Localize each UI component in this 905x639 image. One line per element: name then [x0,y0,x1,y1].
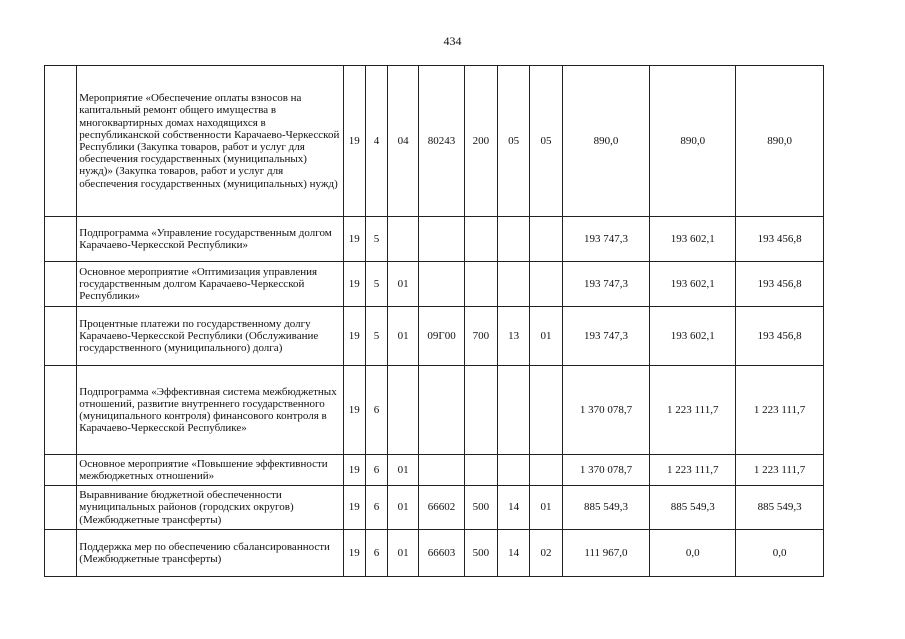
row-code-6: 13 [498,307,530,366]
row-code-3 [388,217,419,262]
row-code-4: 66603 [419,530,464,577]
table-row [45,307,824,366]
row-name-cell: Поддержка мер по обеспечению сбалансированности (Межбюджетные трансферты) [77,530,343,577]
row-code-5 [464,217,497,262]
row-name-cell: Выравнивание бюджетной обеспеченности муниципальных районов (городских округов) (Межбюджетные трансферты) [77,486,343,530]
row-code-4 [419,262,464,307]
row-value-2: 0,0 [650,530,736,577]
row-value-1: 111 967,0 [562,530,650,577]
row-code-3: 01 [388,455,419,486]
table-row [45,262,824,307]
row-value-1: 1 370 078,7 [562,455,650,486]
row-name-cell: Процентные платежи по государственному долгу Карачаево-Черкесской Республики (Обслуживание государственного (муниципального) долга) [77,307,343,366]
row-value-3: 1 223 111,7 [736,366,824,455]
row-name-cell: Подпрограмма «Эффективная система межбюджетных отношений, развитие внутреннего государственного (муниципального контроля) финансового контроля в Карачаево-Черкесской Республике» [77,366,343,455]
row-name-cell: Основное мероприятие «Повышение эффективности межбюджетных отношений» [77,455,343,486]
row-value-1: 890,0 [562,66,650,217]
row-code-1: 19 [343,217,365,262]
table-row [45,366,824,455]
row-index-cell [45,217,77,262]
table-row [45,455,824,486]
row-code-6 [498,262,530,307]
row-code-4 [419,366,464,455]
row-code-5 [464,455,497,486]
row-name-cell: Основное мероприятие «Оптимизация управления государственным долгом Карачаево-Черкесской Республики» [77,262,343,307]
row-value-3: 193 456,8 [736,307,824,366]
row-value-1: 1 370 078,7 [562,366,650,455]
row-index-cell [45,455,77,486]
row-code-2: 4 [365,66,387,217]
table-row [45,66,824,217]
row-code-1: 19 [343,262,365,307]
budget-table [44,65,824,577]
row-value-1: 193 747,3 [562,217,650,262]
row-code-6: 14 [498,486,530,530]
row-index-cell [45,66,77,217]
row-code-2: 5 [365,307,387,366]
row-code-5: 700 [464,307,497,366]
row-code-5 [464,262,497,307]
row-code-5 [464,366,497,455]
row-index-cell [45,366,77,455]
row-code-1: 19 [343,530,365,577]
row-code-7: 01 [530,307,562,366]
row-value-3: 1 223 111,7 [736,455,824,486]
row-code-7 [530,366,562,455]
row-code-2: 6 [365,455,387,486]
table-row [45,486,824,530]
row-value-2: 1 223 111,7 [650,366,736,455]
row-code-4: 66602 [419,486,464,530]
row-value-3: 193 456,8 [736,217,824,262]
row-code-1: 19 [343,307,365,366]
row-code-3: 01 [388,486,419,530]
row-code-2: 6 [365,486,387,530]
row-code-3: 01 [388,307,419,366]
row-code-6 [498,217,530,262]
row-code-4 [419,455,464,486]
row-code-6 [498,366,530,455]
row-value-1: 193 747,3 [562,262,650,307]
row-code-6 [498,455,530,486]
row-code-7 [530,217,562,262]
row-name-cell: Подпрограмма «Управление государственным долгом Карачаево-Черкесской Республики» [77,217,343,262]
row-code-4 [419,217,464,262]
page-number: 434 [443,34,462,48]
row-code-5: 500 [464,486,497,530]
row-value-3: 890,0 [736,66,824,217]
row-value-3: 193 456,8 [736,262,824,307]
row-code-2: 6 [365,530,387,577]
row-code-1: 19 [343,486,365,530]
row-code-1: 19 [343,366,365,455]
table-row [45,217,824,262]
row-value-2: 885 549,3 [650,486,736,530]
row-code-2: 5 [365,217,387,262]
row-code-1: 19 [343,455,365,486]
row-value-3: 0,0 [736,530,824,577]
row-value-2: 193 602,1 [650,217,736,262]
row-code-7: 02 [530,530,562,577]
row-code-7: 01 [530,486,562,530]
row-code-6: 05 [498,66,530,217]
row-code-3 [388,366,419,455]
row-code-2: 5 [365,262,387,307]
row-code-7: 05 [530,66,562,217]
row-code-2: 6 [365,366,387,455]
row-code-5: 200 [464,66,497,217]
row-code-3: 01 [388,530,419,577]
row-value-1: 193 747,3 [562,307,650,366]
row-code-5: 500 [464,530,497,577]
row-code-3: 04 [388,66,419,217]
row-value-2: 193 602,1 [650,262,736,307]
row-code-6: 14 [498,530,530,577]
row-value-2: 890,0 [650,66,736,217]
row-index-cell [45,530,77,577]
row-code-3: 01 [388,262,419,307]
row-code-7 [530,262,562,307]
row-code-4: 09Г00 [419,307,464,366]
row-index-cell [45,262,77,307]
row-value-3: 885 549,3 [736,486,824,530]
row-name-cell: Мероприятие «Обеспечение оплаты взносов на капитальный ремонт общего имущества в многоквартирных домах находящихся в республиканской собственности Карачаево-Черкесской Республики (Закупка товаров, работ и услуг для обеспечения государственных (муниципальных) нужд)» (Закупка товаров, работ и услуг для обеспечения государственных (муниципальных) нужд) [77,66,343,217]
row-code-4: 80243 [419,66,464,217]
row-value-2: 193 602,1 [650,307,736,366]
row-value-1: 885 549,3 [562,486,650,530]
row-value-2: 1 223 111,7 [650,455,736,486]
row-index-cell [45,307,77,366]
row-index-cell [45,486,77,530]
row-code-7 [530,455,562,486]
table-row [45,530,824,577]
row-code-1: 19 [343,66,365,217]
